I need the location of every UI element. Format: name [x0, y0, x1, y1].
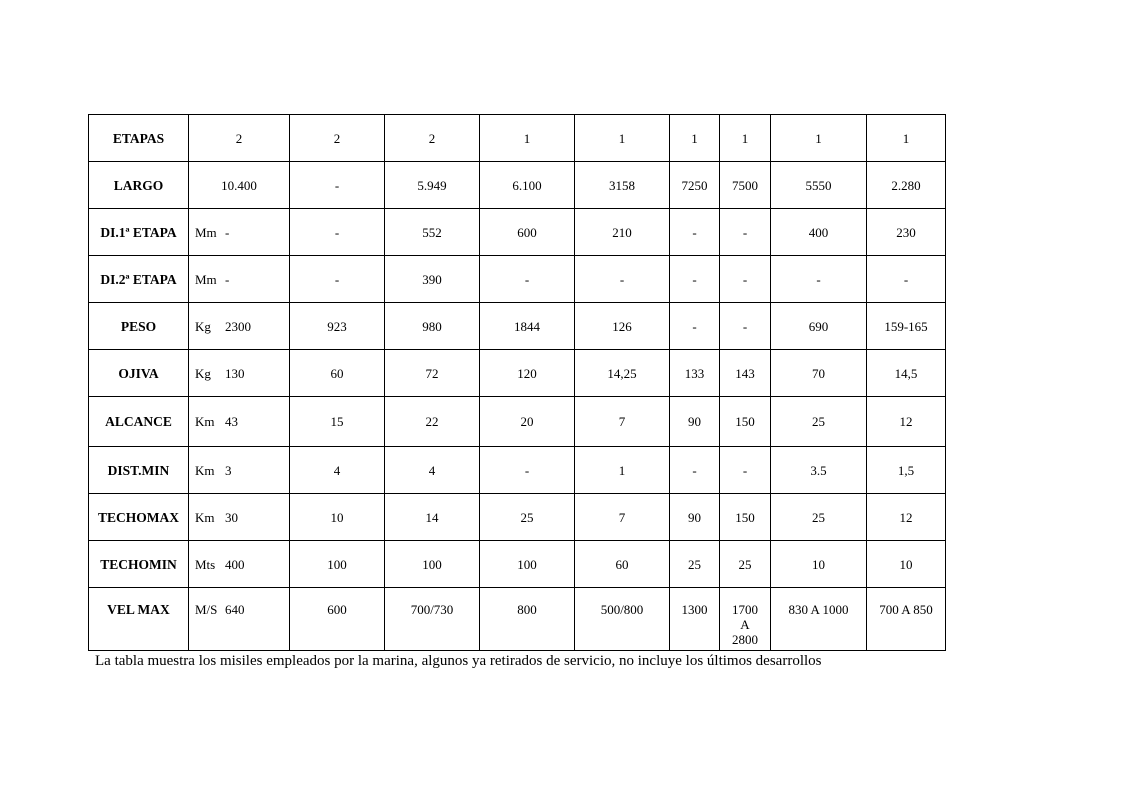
table-cell: -: [771, 256, 867, 303]
table-row: [89, 115, 946, 162]
unit-label: M/S: [195, 602, 218, 617]
row-label: VEL MAX: [89, 588, 189, 651]
cell-value: 3: [225, 462, 232, 478]
table-cell: 7: [575, 494, 670, 541]
table-cell: -: [575, 256, 670, 303]
table-cell: [720, 588, 771, 651]
table-row: [89, 447, 946, 494]
table-row: [89, 494, 946, 541]
table-cell: 14,5: [867, 350, 946, 397]
row-label: OJIVA: [89, 350, 189, 397]
table-cell: -: [670, 303, 720, 350]
table-cell: -: [480, 447, 575, 494]
table-cell: 600: [480, 209, 575, 256]
table-cell: [189, 303, 290, 350]
table-cell: 5.949: [385, 162, 480, 209]
table-cell: 25: [771, 397, 867, 447]
table-cell: 25: [771, 494, 867, 541]
row-label: DI.1ª ETAPA: [89, 209, 189, 256]
unit-label: Kg: [195, 365, 211, 381]
table-cell: -: [670, 209, 720, 256]
table-body: [89, 115, 946, 651]
table-cell: [189, 447, 290, 494]
table-cell: 7250: [670, 162, 720, 209]
table-cell: 1: [867, 115, 946, 162]
table-cell: -: [480, 256, 575, 303]
table-cell: 700/730: [385, 588, 480, 651]
table-cell: 90: [670, 494, 720, 541]
table-cell: [189, 350, 290, 397]
unit-label: Km: [195, 509, 215, 525]
cell-value: 30: [225, 509, 238, 525]
cell-value: -: [225, 224, 230, 240]
table-cell: 1844: [480, 303, 575, 350]
table-cell: 120: [480, 350, 575, 397]
table-cell: 150: [720, 397, 771, 447]
table-cell: 10: [290, 494, 385, 541]
table-cell: 800: [480, 588, 575, 651]
table-cell: [189, 256, 290, 303]
table-cell: 700 A 850: [867, 588, 946, 651]
table-cell: 72: [385, 350, 480, 397]
table-cell: -: [670, 256, 720, 303]
table-cell: -: [290, 209, 385, 256]
table-cell: -: [670, 447, 720, 494]
cell-value-line: 2800: [732, 632, 758, 647]
table-cell: [189, 397, 290, 447]
table-cell: 500/800: [575, 588, 670, 651]
row-label: DIST.MIN: [89, 447, 189, 494]
table-cell: 230: [867, 209, 946, 256]
table-cell: 830 A 1000: [771, 588, 867, 651]
table-cell: 923: [290, 303, 385, 350]
table-row: [89, 303, 946, 350]
table-cell: 1: [480, 115, 575, 162]
table-cell: 2: [189, 115, 290, 162]
table-row: [89, 256, 946, 303]
table-cell: 2: [290, 115, 385, 162]
cell-value: 400: [225, 556, 245, 572]
cell-value: 43: [225, 414, 238, 429]
table-cell: 143: [720, 350, 771, 397]
table-cell: 159-165: [867, 303, 946, 350]
table-cell: 100: [385, 541, 480, 588]
cell-value: -: [225, 271, 230, 287]
table-cell: -: [290, 162, 385, 209]
table-row: [89, 350, 946, 397]
table-cell: 126: [575, 303, 670, 350]
table-cell: 12: [867, 397, 946, 447]
table-cell: -: [720, 447, 771, 494]
missile-specs-table: [88, 114, 946, 651]
table-cell: -: [720, 209, 771, 256]
unit-label: Mm: [195, 224, 217, 240]
table-cell: [189, 541, 290, 588]
row-label: ALCANCE: [89, 397, 189, 447]
row-label: TECHOMAX: [89, 494, 189, 541]
table-cell: 210: [575, 209, 670, 256]
table-cell: 133: [670, 350, 720, 397]
cell-value-line: A: [740, 617, 750, 632]
table-cell: 2.280: [867, 162, 946, 209]
row-label: ETAPAS: [89, 115, 189, 162]
table-cell: 390: [385, 256, 480, 303]
table-cell: 20: [480, 397, 575, 447]
row-label: PESO: [89, 303, 189, 350]
cell-value-line: 1700: [732, 602, 758, 617]
table-cell: 4: [385, 447, 480, 494]
table-cell: 100: [480, 541, 575, 588]
table-cell: 1: [771, 115, 867, 162]
table-row: [89, 162, 946, 209]
table-cell: -: [867, 256, 946, 303]
table-cell: 4: [290, 447, 385, 494]
table-cell: 690: [771, 303, 867, 350]
table-cell: 3.5: [771, 447, 867, 494]
table-cell: [189, 494, 290, 541]
table-cell: 6.100: [480, 162, 575, 209]
table-cell: -: [720, 303, 771, 350]
table-cell: 10: [771, 541, 867, 588]
table-cell: 14,25: [575, 350, 670, 397]
table-cell: 5550: [771, 162, 867, 209]
table-cell: 60: [575, 541, 670, 588]
table-cell: 1300: [670, 588, 720, 651]
row-label: TECHOMIN: [89, 541, 189, 588]
table-cell: 90: [670, 397, 720, 447]
unit-label: Mm: [195, 271, 217, 287]
cell-value: 2300: [225, 318, 251, 334]
table-cell: 1: [720, 115, 771, 162]
table-cell: 10.400: [189, 162, 290, 209]
unit-label: Kg: [195, 318, 211, 334]
cell-value: 130: [225, 365, 245, 381]
table-cell: 70: [771, 350, 867, 397]
table-cell: -: [720, 256, 771, 303]
table-cell: 980: [385, 303, 480, 350]
unit-label: Mts: [195, 556, 216, 572]
table-cell: 3158: [575, 162, 670, 209]
table-cell: 22: [385, 397, 480, 447]
row-label: LARGO: [89, 162, 189, 209]
table-cell: [189, 588, 290, 651]
table-cell: 1,5: [867, 447, 946, 494]
row-label: DI.2ª ETAPA: [89, 256, 189, 303]
table-row: [89, 209, 946, 256]
table-cell: 15: [290, 397, 385, 447]
cell-value: 640: [225, 602, 245, 617]
table-cell: 7: [575, 397, 670, 447]
table-cell: 400: [771, 209, 867, 256]
table-cell: 1: [575, 447, 670, 494]
table-cell: -: [290, 256, 385, 303]
table-cell: 25: [670, 541, 720, 588]
table-cell: 25: [720, 541, 771, 588]
table-cell: 1: [575, 115, 670, 162]
table-row: [89, 397, 946, 447]
table-cell: 552: [385, 209, 480, 256]
unit-label: Km: [195, 414, 215, 429]
table-caption: La tabla muestra los misiles empleados por la marina, algunos ya retirados de servicio, no incluye los últimos desarrollos: [95, 653, 822, 669]
table-cell: 2: [385, 115, 480, 162]
table-row: [89, 541, 946, 588]
unit-label: Km: [195, 462, 215, 478]
table-cell: 12: [867, 494, 946, 541]
table-cell: 14: [385, 494, 480, 541]
table-cell: 7500: [720, 162, 771, 209]
table-row: [89, 588, 946, 651]
table-cell: 60: [290, 350, 385, 397]
table-cell: [189, 209, 290, 256]
table-cell: 10: [867, 541, 946, 588]
table-cell: 150: [720, 494, 771, 541]
table-cell: 600: [290, 588, 385, 651]
table-cell: 1: [670, 115, 720, 162]
table-cell: 25: [480, 494, 575, 541]
table-cell: 100: [290, 541, 385, 588]
